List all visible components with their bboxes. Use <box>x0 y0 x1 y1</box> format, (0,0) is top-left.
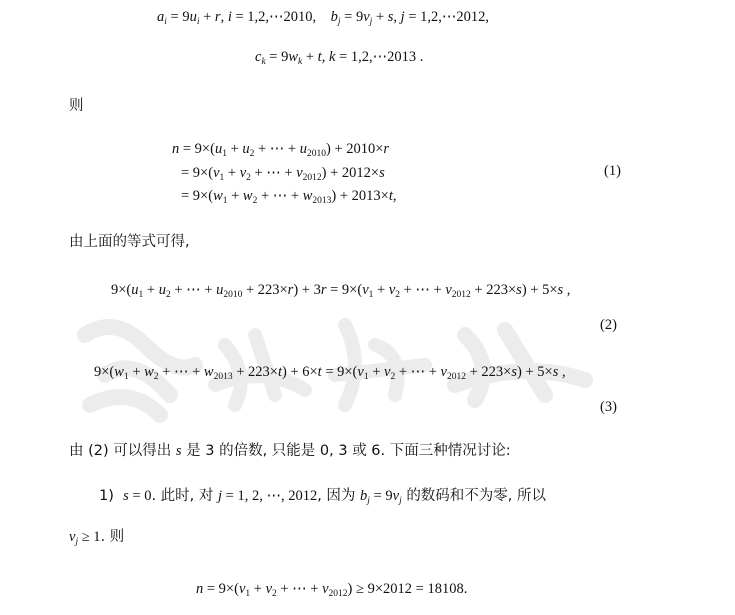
text-case-1-d: 的数码和不为零, 所以 <box>406 488 547 504</box>
text-case-1-cont: $v_j \ge 1$. 则 <box>69 529 125 547</box>
equation-3: $9\times(w_1 + w_2$ + ⋯ + $w_{2013} + 223\times t) + 6\times t = 9\times(v_1 + v_2$ + ⋯ + $v_{2012} + 223\times s) + 5\times s$ , <box>94 364 566 382</box>
text-case-intro-a: 由 (2) 可以得出 <box>69 443 172 459</box>
text-case-intro-b: 是 3 的倍数, 只能是 0, 3 或 6. 下面三种情况讨论: <box>186 443 511 459</box>
equation-1-line-2: = $9\times(v_1 + v_2$ + ⋯ + $v_{2012}) + 2012\times s$ <box>181 165 385 183</box>
text-ze: 则 <box>69 98 84 114</box>
equation-1-line-1: $n = 9\times(u_1 + u_2$ + ⋯ + $u_{2010}) + 2010\times r$ <box>172 141 390 159</box>
equation-tag-2: (2) <box>600 317 617 333</box>
text-case-1: 1) s = 0. 此时, 对 j = 1, 2, ⋯, 2012, 因为 $b_j = 9v_j$ 的数码和不为零, 所以 <box>99 488 547 506</box>
text-case-1-c: , 因为 <box>317 488 356 504</box>
text-case-1-e: . 则 <box>100 529 125 545</box>
equation-final: $n = 9\times(v_1 + v_2$ + ⋯ + $v_{2012}) \ge 9\times 2012 = 18108$. <box>196 581 468 599</box>
text-case-1-b: . 此时, 对 <box>151 488 214 504</box>
equation-definitions-ab: $a_i = 9u_i + r$, i = 1,2,⋯2010, $b_j = 9v_j + s$, j = 1,2,⋯2012, <box>157 9 489 27</box>
text-case-1-a: 1) <box>99 488 114 504</box>
equation-tag-1: (1) <box>604 163 621 179</box>
equation-1-line-3: = $9\times(w_1 + w_2$ + ⋯ + $w_{2013}) + 2013\times t$, <box>181 188 397 206</box>
text-derive: 由上面的等式可得, <box>69 234 190 250</box>
equation-definition-c: $c_k = 9w_k + t$, k = 1,2,⋯2013 . <box>255 49 424 67</box>
equation-2: $9\times(u_1 + u_2$ + ⋯ + $u_{2010} + 223\times r) + 3r = 9\times(v_1 + v_2$ + ⋯ + $v_{2012} + 223\times s) + 5\times s$ , <box>111 282 571 300</box>
text-case-intro: 由 (2) 可以得出 s 是 3 的倍数, 只能是 0, 3 或 6. 下面三种情况讨论: <box>69 443 511 459</box>
equation-tag-3: (3) <box>600 399 617 415</box>
